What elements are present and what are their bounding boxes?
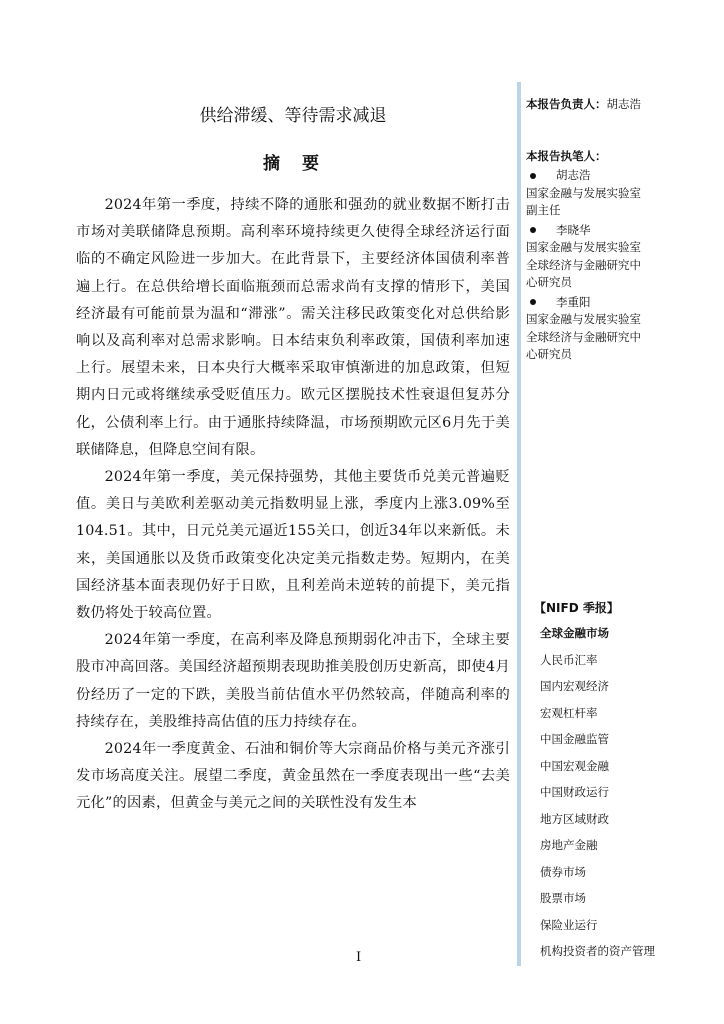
series-item: 机构投资者的资产管理: [540, 944, 655, 958]
author-affiliation: 副主任: [526, 203, 561, 217]
series-title: 【NIFD 季报】: [534, 601, 619, 615]
report-writers: [526, 148, 716, 364]
series-item: 全球金融市场: [540, 626, 609, 640]
series-item: 人民币汇率: [540, 652, 598, 667]
lead-name: 胡志浩: [606, 97, 641, 111]
page-number: I: [356, 950, 362, 965]
author-entry: [526, 167, 716, 220]
author-name: 李重阳: [556, 294, 591, 309]
author-entry: [526, 294, 716, 364]
document-title: 供给滞缓、等待需求减退: [199, 106, 387, 126]
author-affiliation: 心研究员: [526, 275, 572, 289]
author-affiliation: 心研究员: [526, 347, 572, 361]
series-list-panel: [526, 598, 716, 965]
bullet-icon: [530, 173, 536, 179]
series-item: 中国宏观金融: [540, 758, 609, 773]
abstract-body: [76, 192, 510, 818]
series-item: 中国金融监管: [540, 732, 609, 746]
paragraph: 2024年一季度黄金、石油和铜价等大宗商品价格与美元齐涨引发市场高度关注。展望二季度，黄金虽然在一季度表现出一些“去美元化”的因素，但黄金与美元之间的关联性没有发生本: [76, 741, 510, 812]
sidebar-divider: [517, 82, 521, 966]
paragraph: 2024年第一季度，在高利率及降息预期弱化冲击下，全球主要股市冲高回落。美国经济超预期表现助推美股创历史新高，即使4月份经历了一定的下跌，美股当前估值水平仍然较高，伴随高利率的持续存在，美股维持高估值的压力持续存在。: [76, 632, 510, 730]
main-content: [76, 92, 510, 818]
abstract-heading: 摘要: [263, 154, 341, 174]
bullet-icon: [530, 227, 536, 233]
series-item: 房地产金融: [540, 838, 598, 852]
author-affiliation: 全球经济与金融研究中: [526, 257, 641, 272]
author-affiliation: 国家金融与发展实验室: [526, 185, 641, 200]
series-item: 地方区域财政: [540, 811, 609, 826]
series-list: [526, 620, 716, 965]
author-name: 胡志浩: [556, 168, 591, 182]
author-affiliation: 全球经济与金融研究中: [526, 329, 641, 344]
author-name: 李晓华: [556, 222, 591, 237]
report-lead: [526, 96, 716, 114]
writers-label: 本报告执笔人：: [526, 148, 607, 163]
series-item: 债券市场: [540, 864, 586, 879]
report-sidebar: [526, 90, 716, 364]
series-item: 国内宏观经济: [540, 679, 609, 693]
series-item: 股票市场: [540, 891, 586, 905]
author-entry: [526, 222, 716, 292]
author-affiliation: 国家金融与发展实验室: [526, 240, 641, 254]
series-item: 保险业运行: [540, 917, 598, 932]
lead-label: 本报告负责人：: [526, 97, 607, 111]
series-item: 宏观杠杆率: [540, 705, 598, 720]
bullet-icon: [530, 299, 536, 305]
series-item: 中国财政运行: [540, 785, 609, 799]
author-affiliation: 国家金融与发展实验室: [526, 312, 641, 326]
paragraph: 2024年第一季度，持续不降的通胀和强劲的就业数据不断打击市场对美联储降息预期。高利率环境持续更久使得全球经济运行面临的不确定风险进一步加大。在此背景下，主要经济体国债利率普遍上行。在总供给增长面临瓶颈而总需求尚有支撑的情形下，美国经济最有可能前景为温和“滞涨”。需关注移民政策变化对总供给影响以及高利率对总需求影响。日本结束负利率政策，国债利率加速上行。展望未来，日本央行大概率采取审慎渐进的加息政策，但短期内日元或将继续承受贬值压力。欧元区摆脱技术性衰退但复苏分化，公债利率上行。由于通胀持续降温，市场预期欧元区6月先于美联储降息，但降息空间有限。: [76, 197, 510, 458]
paragraph: 2024年第一季度，美元保持强势，其他主要货币兑美元普遍贬值。美日与美欧利差驱动美元指数明显上涨，季度内上涨3.09%至104.51。其中，日元兑美元逼近155关口，创近34年以来新低。未来，美国通胀以及货币政策变化决定美元指数走势。短期内，在美国经济基本面表现仍好于日欧，且利差尚未逆转的前提下，美元指数仍将处于较高位置。: [76, 469, 510, 622]
